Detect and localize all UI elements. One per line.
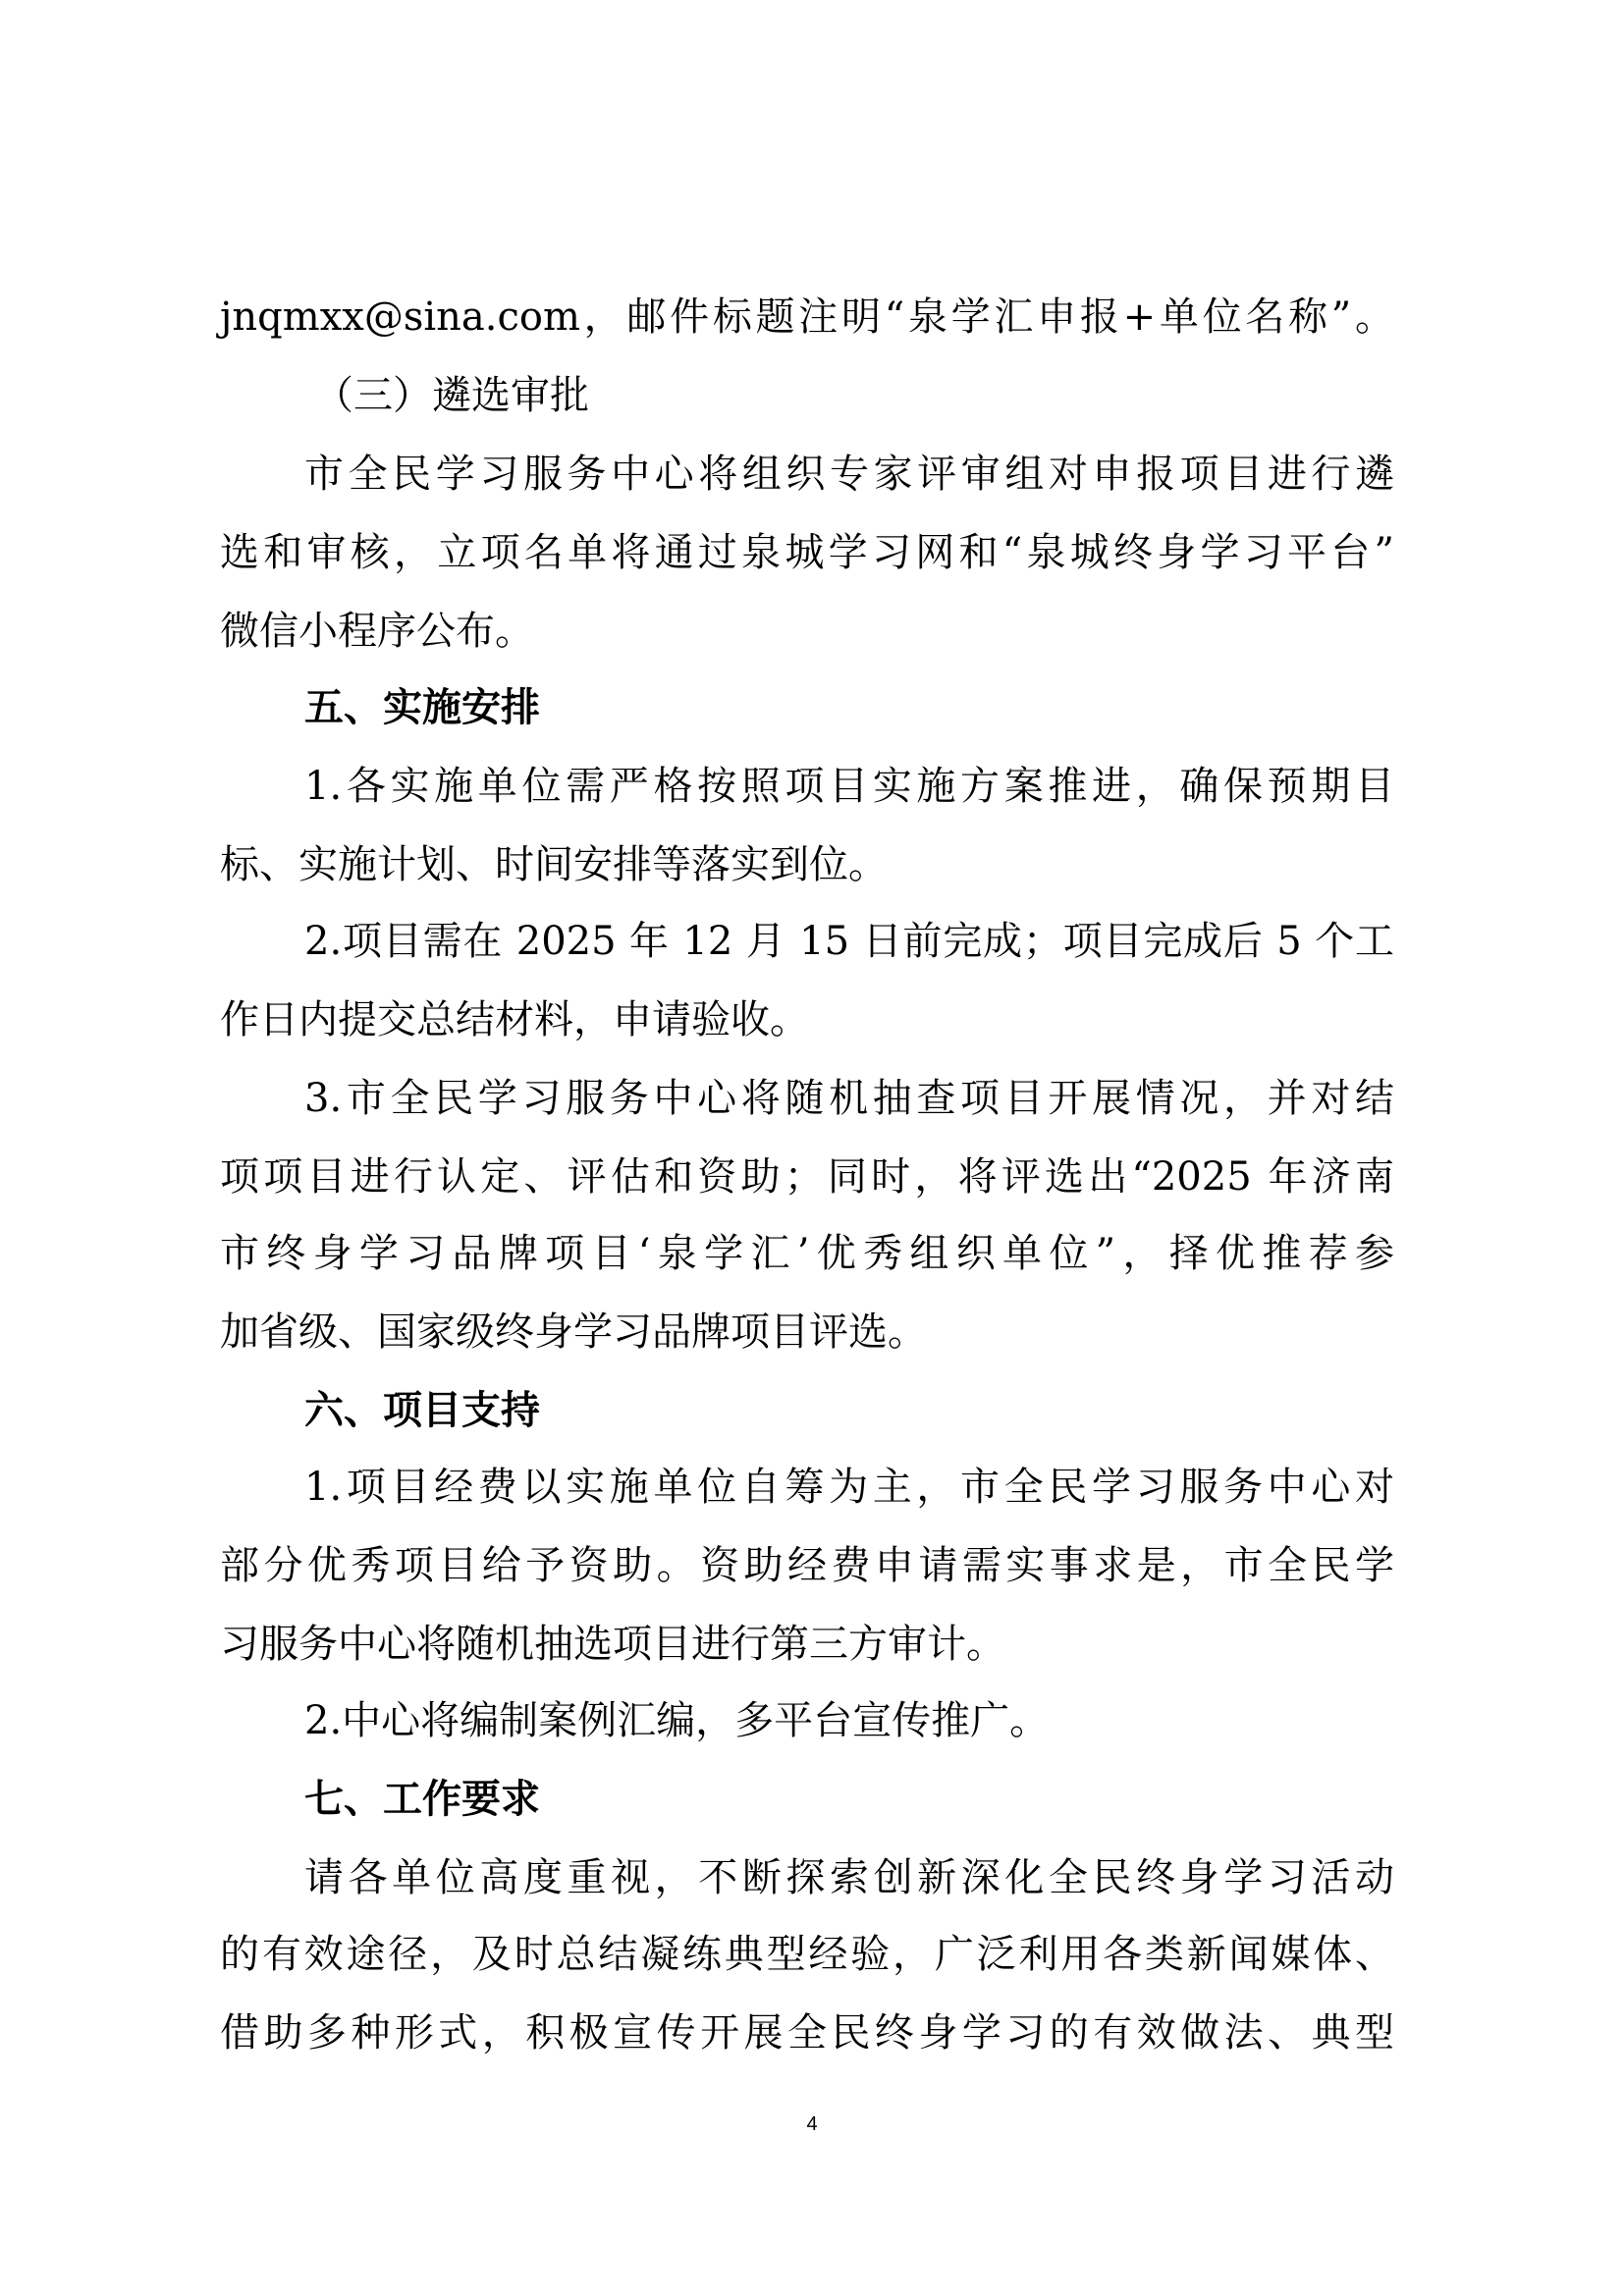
body-line: 2.项目需在 2025 年 12 月 15 日前完成；项目完成后 5 个工 (304, 919, 1394, 964)
subsection-heading-selection-approval: （三）遴选审批 (314, 373, 589, 418)
body-line: 习服务中心将随机抽选项目进行第三方审计。 (220, 1622, 1005, 1667)
body-line-email: jnqmxx@sina.com，邮件标题注明“泉学汇申报+单位名称”。 (220, 294, 1394, 340)
page-number: 4 (806, 2113, 818, 2135)
body-line: 1.各实施单位需严格按照项目实施方案推进，确保预期目 (304, 764, 1394, 809)
body-line: 微信小程序公布。 (220, 609, 534, 654)
section-heading-work-requirements: 七、工作要求 (304, 1777, 540, 1822)
body-line: 作日内提交总结材料，申请验收。 (220, 997, 809, 1042)
body-line: 借助多种形式，积极宣传开展全民终身学习的有效做法、典型 (220, 2010, 1394, 2056)
body-line: 3.市全民学习服务中心将随机抽查项目开展情况，并对结 (304, 1076, 1394, 1121)
section-heading-implementation: 五、实施安排 (304, 685, 540, 730)
body-line: 部分优秀项目给予资助。资助经费申请需实事求是，市全民学 (220, 1543, 1394, 1588)
body-line: 1.项目经费以实施单位自筹为主，市全民学习服务中心对 (304, 1465, 1394, 1510)
body-line: 的有效途径，及时总结凝练典型经验，广泛利用各类新闻媒体、 (220, 1932, 1394, 1977)
body-line: 市终身学习品牌项目‘泉学汇’优秀组织单位”，择优推荐参 (220, 1231, 1394, 1276)
body-line: 标、实施计划、时间安排等落实到位。 (220, 842, 888, 887)
body-line: 项项目进行认定、评估和资助；同时，将评选出“2025 年济南 (220, 1154, 1394, 1200)
body-line: 加省级、国家级终身学习品牌项目评选。 (220, 1309, 927, 1355)
section-heading-project-support: 六、项目支持 (304, 1388, 540, 1433)
body-line: 请各单位高度重视，不断探索创新深化全民终身学习活动 (304, 1855, 1394, 1900)
body-line: 2.中心将编制案例汇编，多平台宣传推广。 (304, 1698, 1050, 1743)
body-line: 选和审核，立项名单将通过泉城学习网和“泉城终身学习平台” (220, 530, 1394, 575)
body-line: 市全民学习服务中心将组织专家评审组对申报项目进行遴 (304, 452, 1394, 497)
